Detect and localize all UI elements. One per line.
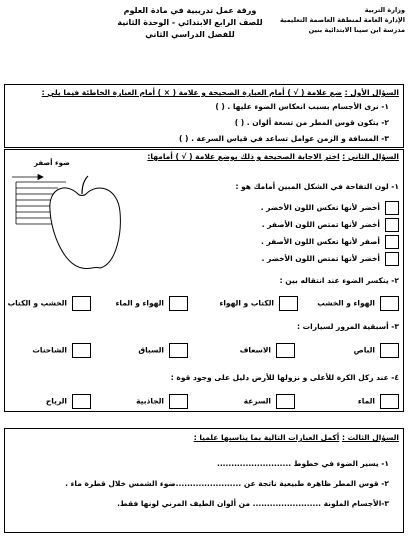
option-label: الهواء و الماء — [115, 298, 164, 308]
q2-title: السؤال الثاني : — [342, 152, 399, 161]
apple-light-figure — [8, 174, 123, 274]
q1-instruction: ضع علامة ( √ ) أمام العبارة الصحيحة و علامة ( × ) أمام العبارة الخاطئة فيما يلي : — [41, 88, 343, 97]
q1-statement-2: ٢- يتكون قوس المطر من تسعة ألوان . ( ) — [234, 118, 389, 127]
q2-item1-option-4[interactable] — [262, 252, 399, 266]
q2-item4-option-3[interactable] — [136, 394, 188, 409]
option-label: الماء — [357, 396, 375, 406]
grade-unit: للصف الرابع الابتدائي - الوحدة الثانية — [117, 18, 263, 27]
q2-item4-option-1[interactable] — [358, 394, 399, 409]
q2-item1-option-3[interactable] — [261, 235, 399, 249]
option-label: أخضر لأنها تمتص اللون الأخضر . — [261, 254, 380, 263]
q3-statement-3: ٣-الأجسام الملونة ........................ من ألوان الطيف المرني لونها فقط. — [117, 499, 389, 508]
header-title-block — [95, 5, 285, 41]
option-label: الاسعاف — [239, 345, 271, 355]
checkbox[interactable] — [276, 343, 295, 358]
q2-item3-option-4[interactable] — [32, 343, 91, 358]
checkbox[interactable] — [380, 394, 399, 409]
q2-item2-option-4[interactable] — [8, 296, 91, 311]
q2-item3-stem: ٣- أسبقية المرور لسيارات : — [297, 322, 399, 331]
q3-statement-1: ١- يسير الضوء في خطوط .......................... — [216, 459, 389, 468]
directorate-name: الإدارة العامة لمنطقة العاصمة التعليمية — [279, 16, 405, 24]
q3-statement-2: ٢- قوس المطر ظاهرة طبيعية ناتجة عن .......................ضوء الشمس خلال قطرة ماء . — [65, 479, 389, 488]
option-label: الجاذبية — [136, 396, 164, 406]
checkbox[interactable] — [380, 296, 399, 311]
apple-outline-icon — [50, 188, 121, 269]
checkbox[interactable] — [385, 235, 399, 249]
q2-item3-option-1[interactable] — [354, 343, 399, 358]
q2-instruction: اختر الاجابة الصحيحة و ذلك بوضع علامة ( √ ) أمامها: — [147, 152, 340, 161]
checkbox[interactable] — [385, 201, 399, 215]
checkbox[interactable] — [276, 394, 295, 409]
q3-instruction: أكمل العبارات التالية بما يناسبها علميا : — [193, 433, 340, 442]
option-label: الرياح — [45, 396, 67, 406]
option-label: أصفر لأنها تعكس اللون الأصفر . — [261, 237, 380, 246]
checkbox[interactable] — [169, 394, 188, 409]
q3-heading — [194, 433, 399, 442]
q1-statement-3: ٣- المسافة و الزمن عوامل تساعد في قياس السرعة . ( ) — [179, 134, 389, 143]
q2-item1-stem: ١- لون التفاحة في الشكل المبين أمامك هو : — [235, 182, 399, 191]
question-1-box — [4, 84, 404, 148]
q2-item1-option-2[interactable] — [262, 218, 399, 232]
checkbox[interactable] — [169, 343, 188, 358]
q3-title: السؤال الثالث : — [341, 433, 399, 442]
checkbox[interactable] — [169, 296, 188, 311]
checkbox[interactable] — [72, 296, 91, 311]
q2-heading — [147, 152, 399, 161]
q2-item1-option-1[interactable] — [261, 201, 399, 215]
q2-item3-option-2[interactable] — [240, 343, 295, 358]
option-label: الشاحنات — [32, 345, 67, 355]
q1-heading — [42, 88, 399, 97]
option-label: السرعة — [243, 396, 271, 406]
q2-item4-option-4[interactable] — [46, 394, 91, 409]
option-label: الهواء و الخشب — [317, 298, 375, 308]
checkbox[interactable] — [385, 218, 399, 232]
option-label: الخشب و الكتاب — [7, 298, 67, 308]
term: للفصل الدراسي الثاني — [145, 30, 235, 39]
worksheet-title: ورقة عمل تدريبية في مادة العلوم — [123, 6, 257, 15]
checkbox[interactable] — [279, 296, 298, 311]
option-label: الباص — [353, 345, 375, 355]
q1-title: السؤال الأول : — [344, 88, 399, 97]
school-name: مدرسة ابن سينا الابتدائية بنين — [308, 26, 405, 34]
q2-item2-option-2[interactable] — [220, 296, 299, 311]
q1-statement-1: ١- نرى الأجسام بسبب انعكاس الضوء عليها . ( ) — [215, 102, 389, 111]
yellow-light-label: ضوء أصفر — [34, 159, 70, 167]
question-3-box — [4, 428, 404, 533]
checkbox[interactable] — [380, 343, 399, 358]
q2-item2-option-3[interactable] — [116, 296, 188, 311]
option-label: الكتاب و الهواء — [219, 298, 274, 308]
checkbox[interactable] — [72, 394, 91, 409]
q2-item2-stem: ٢- ينكسر الضوء عند انتقاله بين : — [279, 276, 399, 285]
q2-item4-option-2[interactable] — [244, 394, 295, 409]
option-label: أخضر لأنها تعكس اللون الأخضر . — [260, 203, 380, 212]
q2-item3-option-3[interactable] — [138, 343, 188, 358]
option-label: أخضر لأنها تمتص اللون الأصفر . — [261, 220, 380, 229]
q2-item2-option-1[interactable] — [317, 296, 399, 311]
beam-arrow — [12, 175, 43, 180]
apple-stem-icon — [82, 176, 88, 194]
checkbox[interactable] — [72, 343, 91, 358]
q2-item4-stem: ٤- عند ركل الكرة للأعلى و نزولها للأرض دليل على وجود قوة : — [170, 373, 399, 382]
checkbox[interactable] — [385, 252, 399, 266]
ministry-name: وزارة التربية — [364, 6, 405, 14]
header-school-info — [265, 5, 405, 35]
option-label: السباق — [138, 345, 164, 355]
